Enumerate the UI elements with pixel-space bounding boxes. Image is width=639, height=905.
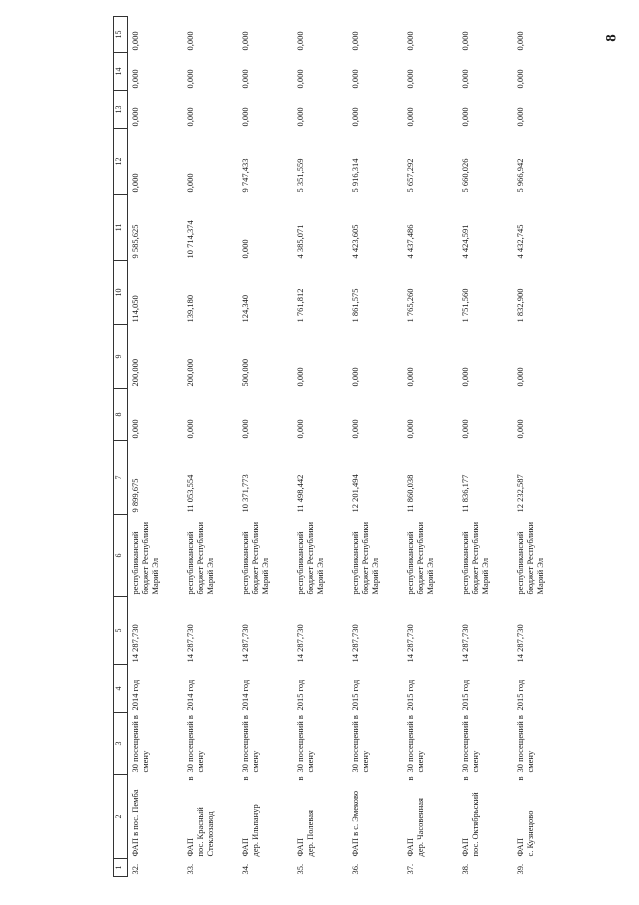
row-number: 33. (185, 863, 195, 875)
preposition-mark: в (460, 776, 470, 781)
facility-name-cell (128, 775, 184, 859)
total-cost-cell: 14 287,730 (130, 624, 140, 663)
row-number: 35. (295, 863, 305, 875)
value-cell-8: 0,000 (405, 419, 415, 439)
facility-name: ФАП с. Кузнецово (515, 810, 535, 857)
value-cell-12: 0,000 (185, 173, 195, 193)
facility-name-cell (183, 775, 238, 859)
facility-name-wrap (241, 777, 261, 857)
column-header-3: 3 (114, 713, 128, 775)
value-cell-14: 0,000 (240, 69, 250, 89)
value-cell-12: 9 747,433 (240, 158, 250, 193)
table-row (128, 17, 184, 877)
value-cell-12: 5 657,292 (405, 158, 415, 193)
column-header-9: 9 (114, 325, 128, 389)
column-header-13: 13 (114, 91, 128, 129)
value-cell-7: 11 860,038 (405, 474, 415, 513)
row-number: 38. (460, 863, 470, 875)
value-cell-15: 0,000 (240, 31, 250, 51)
row-number: 32. (130, 863, 140, 875)
value-cell-11: 4 423,605 (350, 224, 360, 259)
facility-name: ФАП в с. Эмеково (350, 790, 360, 857)
column-header-11: 11 (114, 195, 128, 261)
facility-name: ФАП пос. Красный Стеклозавод (185, 807, 215, 857)
row-number: 39. (515, 863, 525, 875)
funding-source-cell: республиканский бюджет Республики Марий Эл (460, 521, 490, 595)
total-cost-cell: 14 287,730 (350, 624, 360, 663)
preposition-mark (131, 777, 141, 779)
table-body (128, 17, 569, 877)
value-cell-14: 0,000 (515, 69, 525, 89)
preposition-mark (351, 777, 361, 779)
value-cell-7: 12 201,494 (350, 474, 360, 513)
value-cell-8: 0,000 (240, 419, 250, 439)
total-cost-cell: 14 287,730 (295, 624, 305, 663)
value-cell-7: 11 498,442 (295, 474, 305, 513)
value-cell-14: 0,000 (405, 69, 415, 89)
table-row (183, 17, 238, 877)
table-header (114, 17, 128, 877)
column-header-5: 5 (114, 597, 128, 665)
value-cell-9: 200,000 (130, 358, 140, 387)
value-cell-13: 0,000 (185, 107, 195, 127)
value-cell-12: 5 916,314 (350, 158, 360, 193)
facility-name-wrap (296, 777, 316, 857)
year-cell: 2014 год (240, 679, 250, 711)
column-header-12: 12 (114, 129, 128, 195)
value-cell-11: 0,000 (240, 239, 250, 259)
year-cell: 2015 год (460, 679, 470, 711)
value-cell-13: 0,000 (515, 107, 525, 127)
value-cell-15: 0,000 (350, 31, 360, 51)
facility-name-wrap (516, 777, 536, 857)
facility-name-cell (348, 775, 403, 859)
value-cell-11: 4 432,745 (515, 224, 525, 259)
value-cell-9: 0,000 (460, 367, 470, 387)
preposition-mark: в (405, 776, 415, 781)
value-cell-7: 9 899,675 (130, 478, 140, 513)
value-cell-11: 4 385,071 (295, 224, 305, 259)
table-row (513, 17, 568, 877)
row-number: 36. (350, 863, 360, 875)
value-cell-8: 0,000 (350, 419, 360, 439)
value-cell-8: 0,000 (515, 419, 525, 439)
value-cell-13: 0,000 (405, 107, 415, 127)
value-cell-9: 0,000 (350, 367, 360, 387)
capacity-cell: 30 посещений в смену (130, 715, 150, 773)
preposition-mark: в (515, 776, 525, 781)
facility-name: ФАП в пос. Пемба (130, 789, 140, 857)
table-row (293, 17, 348, 877)
value-cell-10: 1 832,900 (515, 288, 525, 323)
facility-name-wrap (186, 777, 215, 857)
row-number: 34. (240, 863, 250, 875)
total-cost-cell: 14 287,730 (515, 624, 525, 663)
facility-name-wrap (131, 777, 141, 857)
capacity-cell: 30 посещений в смену (295, 715, 315, 773)
value-cell-12: 0,000 (130, 173, 140, 193)
value-cell-8: 0,000 (295, 419, 305, 439)
table-row (238, 17, 293, 877)
value-cell-9: 200,000 (185, 358, 195, 387)
facility-name: ФАП дер. Ильпанур (240, 804, 260, 857)
row-number: 37. (405, 863, 415, 875)
capacity-cell: 30 посещений в смену (350, 715, 370, 773)
value-cell-10: 1 861,575 (350, 288, 360, 323)
facility-name-wrap (461, 777, 481, 857)
capacity-cell: 30 посещений в смену (460, 715, 480, 773)
value-cell-15: 0,000 (185, 31, 195, 51)
value-cell-15: 0,000 (130, 31, 140, 51)
year-cell: 2014 год (130, 679, 140, 711)
value-cell-13: 0,000 (460, 107, 470, 127)
column-header-4: 4 (114, 665, 128, 713)
funding-source-cell: республиканский бюджет Республики Марий Эл (240, 521, 270, 595)
value-cell-8: 0,000 (185, 419, 195, 439)
value-cell-10: 1 765,260 (405, 288, 415, 323)
value-cell-13: 0,000 (240, 107, 250, 127)
capacity-cell: 30 посещений в смену (405, 715, 425, 773)
facility-name-cell (238, 775, 293, 859)
value-cell-12: 5 660,026 (460, 158, 470, 193)
value-cell-14: 0,000 (350, 69, 360, 89)
year-cell: 2014 год (185, 679, 195, 711)
value-cell-9: 0,000 (405, 367, 415, 387)
column-header-7: 7 (114, 441, 128, 515)
column-header-1: 1 (114, 859, 128, 877)
facility-name-cell (293, 775, 348, 859)
page-number: 8 (603, 34, 620, 42)
funding-source-cell: республиканский бюджет Республики Марий Эл (405, 521, 435, 595)
value-cell-13: 0,000 (295, 107, 305, 127)
value-cell-9: 0,000 (295, 367, 305, 387)
value-cell-7: 11 836,177 (460, 474, 470, 513)
facility-name: ФАП дер. Часовенная (405, 798, 425, 857)
preposition-mark: в (240, 776, 250, 781)
value-cell-13: 0,000 (350, 107, 360, 127)
value-cell-10: 1 761,812 (295, 288, 305, 323)
value-cell-9: 0,000 (515, 367, 525, 387)
value-cell-10: 139,180 (185, 294, 195, 323)
value-cell-15: 0,000 (515, 31, 525, 51)
value-cell-10: 114,050 (130, 295, 140, 323)
value-cell-11: 10 714,374 (185, 220, 195, 259)
value-cell-15: 0,000 (405, 31, 415, 51)
column-header-10: 10 (114, 261, 128, 325)
total-cost-cell: 14 287,730 (405, 624, 415, 663)
value-cell-8: 0,000 (460, 419, 470, 439)
column-header-2: 2 (114, 775, 128, 859)
year-cell: 2015 год (295, 679, 305, 711)
value-cell-14: 0,000 (185, 69, 195, 89)
preposition-mark: в (295, 776, 305, 781)
funding-source-cell: республиканский бюджет Республики Марий Эл (295, 521, 325, 595)
funding-source-cell: республиканский бюджет Республики Марий Эл (130, 521, 160, 595)
value-cell-12: 5 966,942 (515, 158, 525, 193)
value-cell-7: 11 053,554 (185, 474, 195, 513)
year-cell: 2015 год (515, 679, 525, 711)
column-header-14: 14 (114, 53, 128, 91)
value-cell-9: 500,000 (240, 358, 250, 387)
value-cell-11: 4 424,591 (460, 224, 470, 259)
value-cell-11: 9 585,625 (130, 224, 140, 259)
value-cell-8: 0,000 (130, 419, 140, 439)
facility-name-cell (513, 775, 568, 859)
budget-table (113, 16, 568, 877)
capacity-cell: 30 посещений в смену (515, 715, 535, 773)
value-cell-13: 0,000 (130, 107, 140, 127)
value-cell-10: 124,340 (240, 294, 250, 323)
table-row (458, 17, 513, 877)
column-header-8: 8 (114, 389, 128, 441)
capacity-cell: 30 посещений в смену (240, 715, 260, 773)
facility-name: ФАП пос. Октябрьский (460, 792, 480, 857)
total-cost-cell: 14 287,730 (185, 624, 195, 663)
value-cell-7: 10 371,773 (240, 474, 250, 513)
facility-name-wrap (406, 777, 426, 857)
facility-name: ФАП дер. Полевая (295, 810, 315, 857)
facility-name-wrap (351, 777, 361, 857)
value-cell-15: 0,000 (460, 31, 470, 51)
year-cell: 2015 год (350, 679, 360, 711)
value-cell-10: 1 751,560 (460, 288, 470, 323)
facility-name-cell (403, 775, 458, 859)
preposition-mark: в (185, 776, 195, 781)
funding-source-cell: республиканский бюджет Республики Марий Эл (350, 521, 380, 595)
year-cell: 2015 год (405, 679, 415, 711)
table-row (403, 17, 458, 877)
value-cell-15: 0,000 (295, 31, 305, 51)
capacity-cell: 30 посещений в смену (185, 715, 205, 773)
value-cell-14: 0,000 (295, 69, 305, 89)
facility-name-cell (458, 775, 513, 859)
funding-source-cell: республиканский бюджет Республики Марий Эл (515, 521, 545, 595)
value-cell-7: 12 232,587 (515, 474, 525, 513)
funding-source-cell: республиканский бюджет Республики Марий Эл (185, 521, 215, 595)
total-cost-cell: 14 287,730 (460, 624, 470, 663)
value-cell-11: 4 437,486 (405, 224, 415, 259)
table-row (348, 17, 403, 877)
column-header-6: 6 (114, 515, 128, 597)
column-header-15: 15 (114, 17, 128, 53)
rotated-table-container (113, 17, 544, 877)
value-cell-12: 5 351,559 (295, 158, 305, 193)
header-row (114, 17, 128, 877)
value-cell-14: 0,000 (130, 69, 140, 89)
value-cell-14: 0,000 (460, 69, 470, 89)
total-cost-cell: 14 287,730 (240, 624, 250, 663)
